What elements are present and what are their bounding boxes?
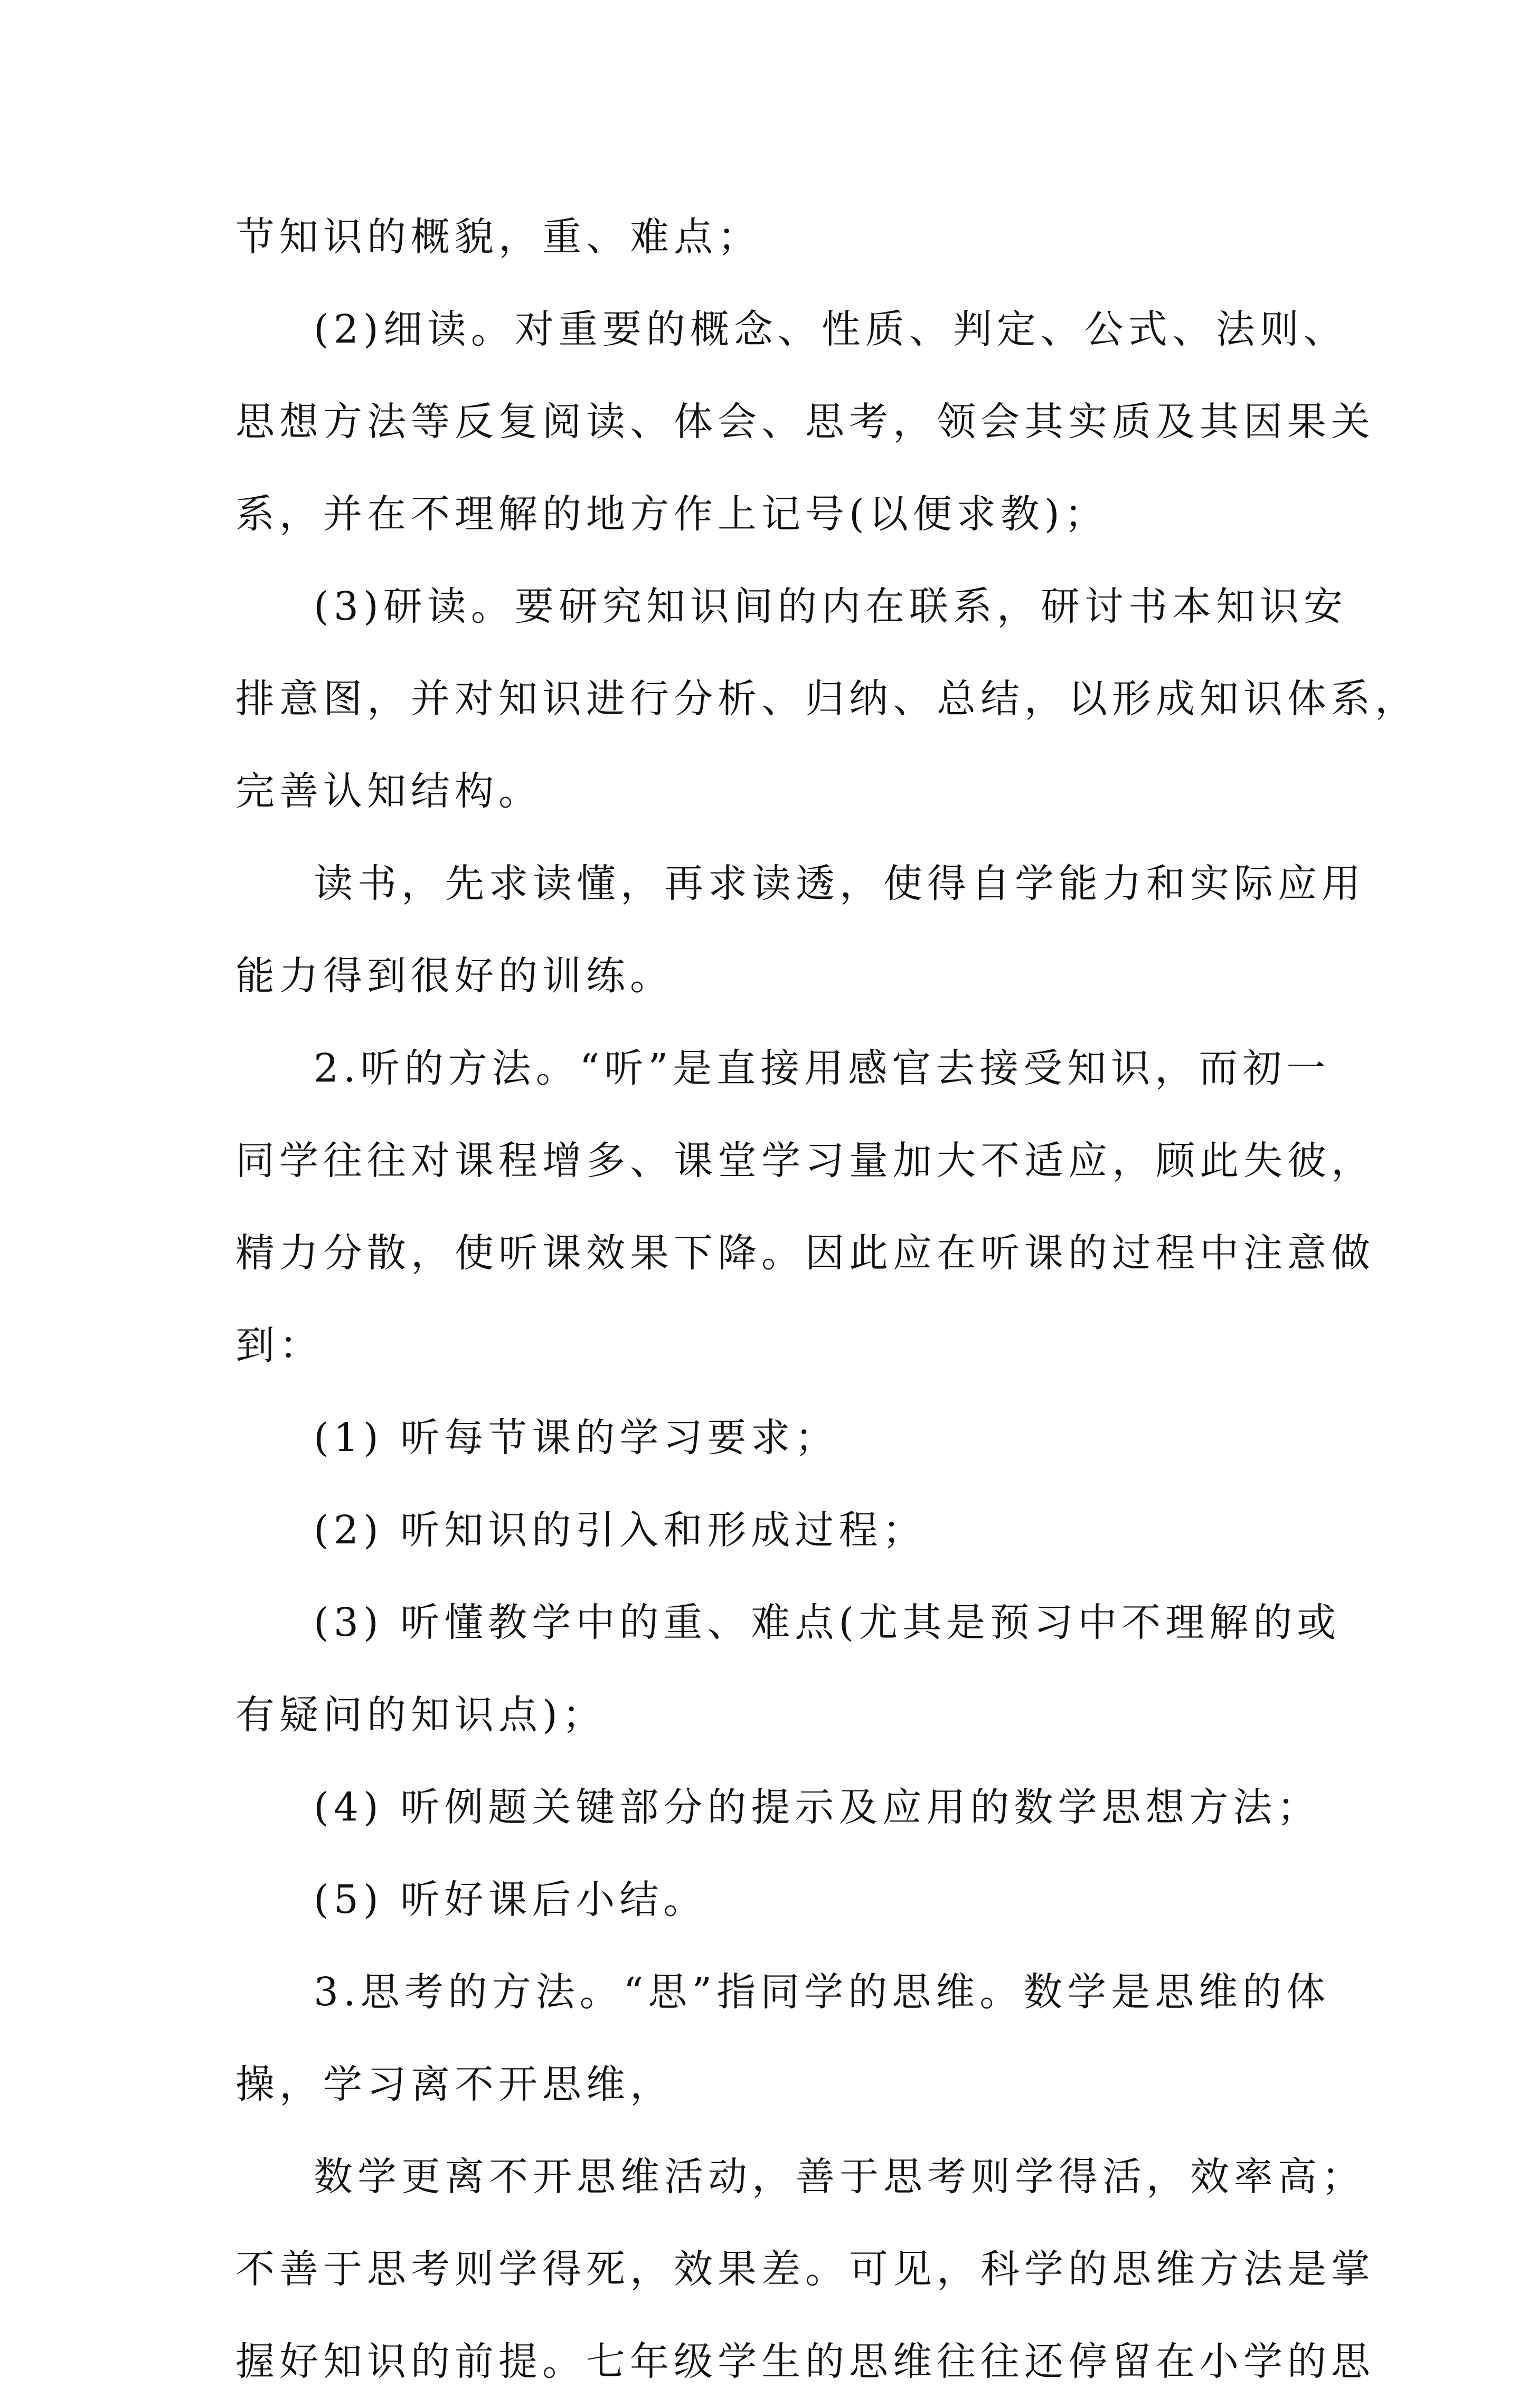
text-line: 思想方法等反复阅读、体会、思考，领会其实质及其因果关 (235, 399, 1375, 444)
text-line: 节知识的概貌，重、难点； (235, 214, 761, 260)
text-line: (1) 听每节课的学习要求； (314, 1415, 839, 1461)
text-line: 2.听的方法。“听”是直接用感官去接受知识，而初一 (314, 1046, 1331, 1091)
text-line: 能力得到很好的训练。 (235, 953, 674, 999)
text-line: (3)研读。要研究知识间的内在联系，研讨书本知识安 (314, 584, 1347, 629)
text-line: 3.思考的方法。“思”指同学的思维。数学是思维的体 (314, 1969, 1331, 2015)
text-line: (3) 听懂教学中的重、难点(尤其是预习中不理解的或 (314, 1600, 1341, 1645)
text-line: (5) 听好课后小结。 (314, 1877, 708, 1922)
text-line: 到： (235, 1323, 323, 1368)
text-line: 有疑问的知识点)； (235, 1692, 606, 1738)
text-line: 同学往往对课程增多、课堂学习量加大不适应，顾此失彼， (235, 1138, 1375, 1183)
text-line: 完善认知结构。 (235, 769, 542, 814)
text-line: 读书，先求读懂，再求读透，使得自学能力和实际应用 (314, 861, 1365, 906)
text-line: 数学更离不开思维活动，善于思考则学得活，效率高； (314, 2154, 1365, 2200)
text-line: 不善于思考则学得死，效果差。可见，科学的思维方法是掌 (235, 2246, 1375, 2292)
body-text (235, 191, 1419, 2408)
text-line: 系，并在不理解的地方作上记号(以便求教)； (235, 491, 1108, 537)
text-line: 排意图，并对知识进行分析、归纳、总结，以形成知识体系， (235, 676, 1419, 722)
text-line: (2) 听知识的引入和形成过程； (314, 1508, 927, 1553)
text-line: (2)细读。对重要的概念、性质、判定、公式、法则、 (314, 307, 1347, 352)
text-line: 操，学习离不开思维， (235, 2062, 674, 2107)
text-line: (4) 听例题关键部分的提示及应用的数学思想方法； (314, 1785, 1321, 1830)
text-line: 握好知识的前提。七年级学生的思维往往还停留在小学的思 (235, 2339, 1375, 2384)
text-line: 精力分散，使听课效果下降。因此应在听课的过程中注意做 (235, 1230, 1375, 1276)
